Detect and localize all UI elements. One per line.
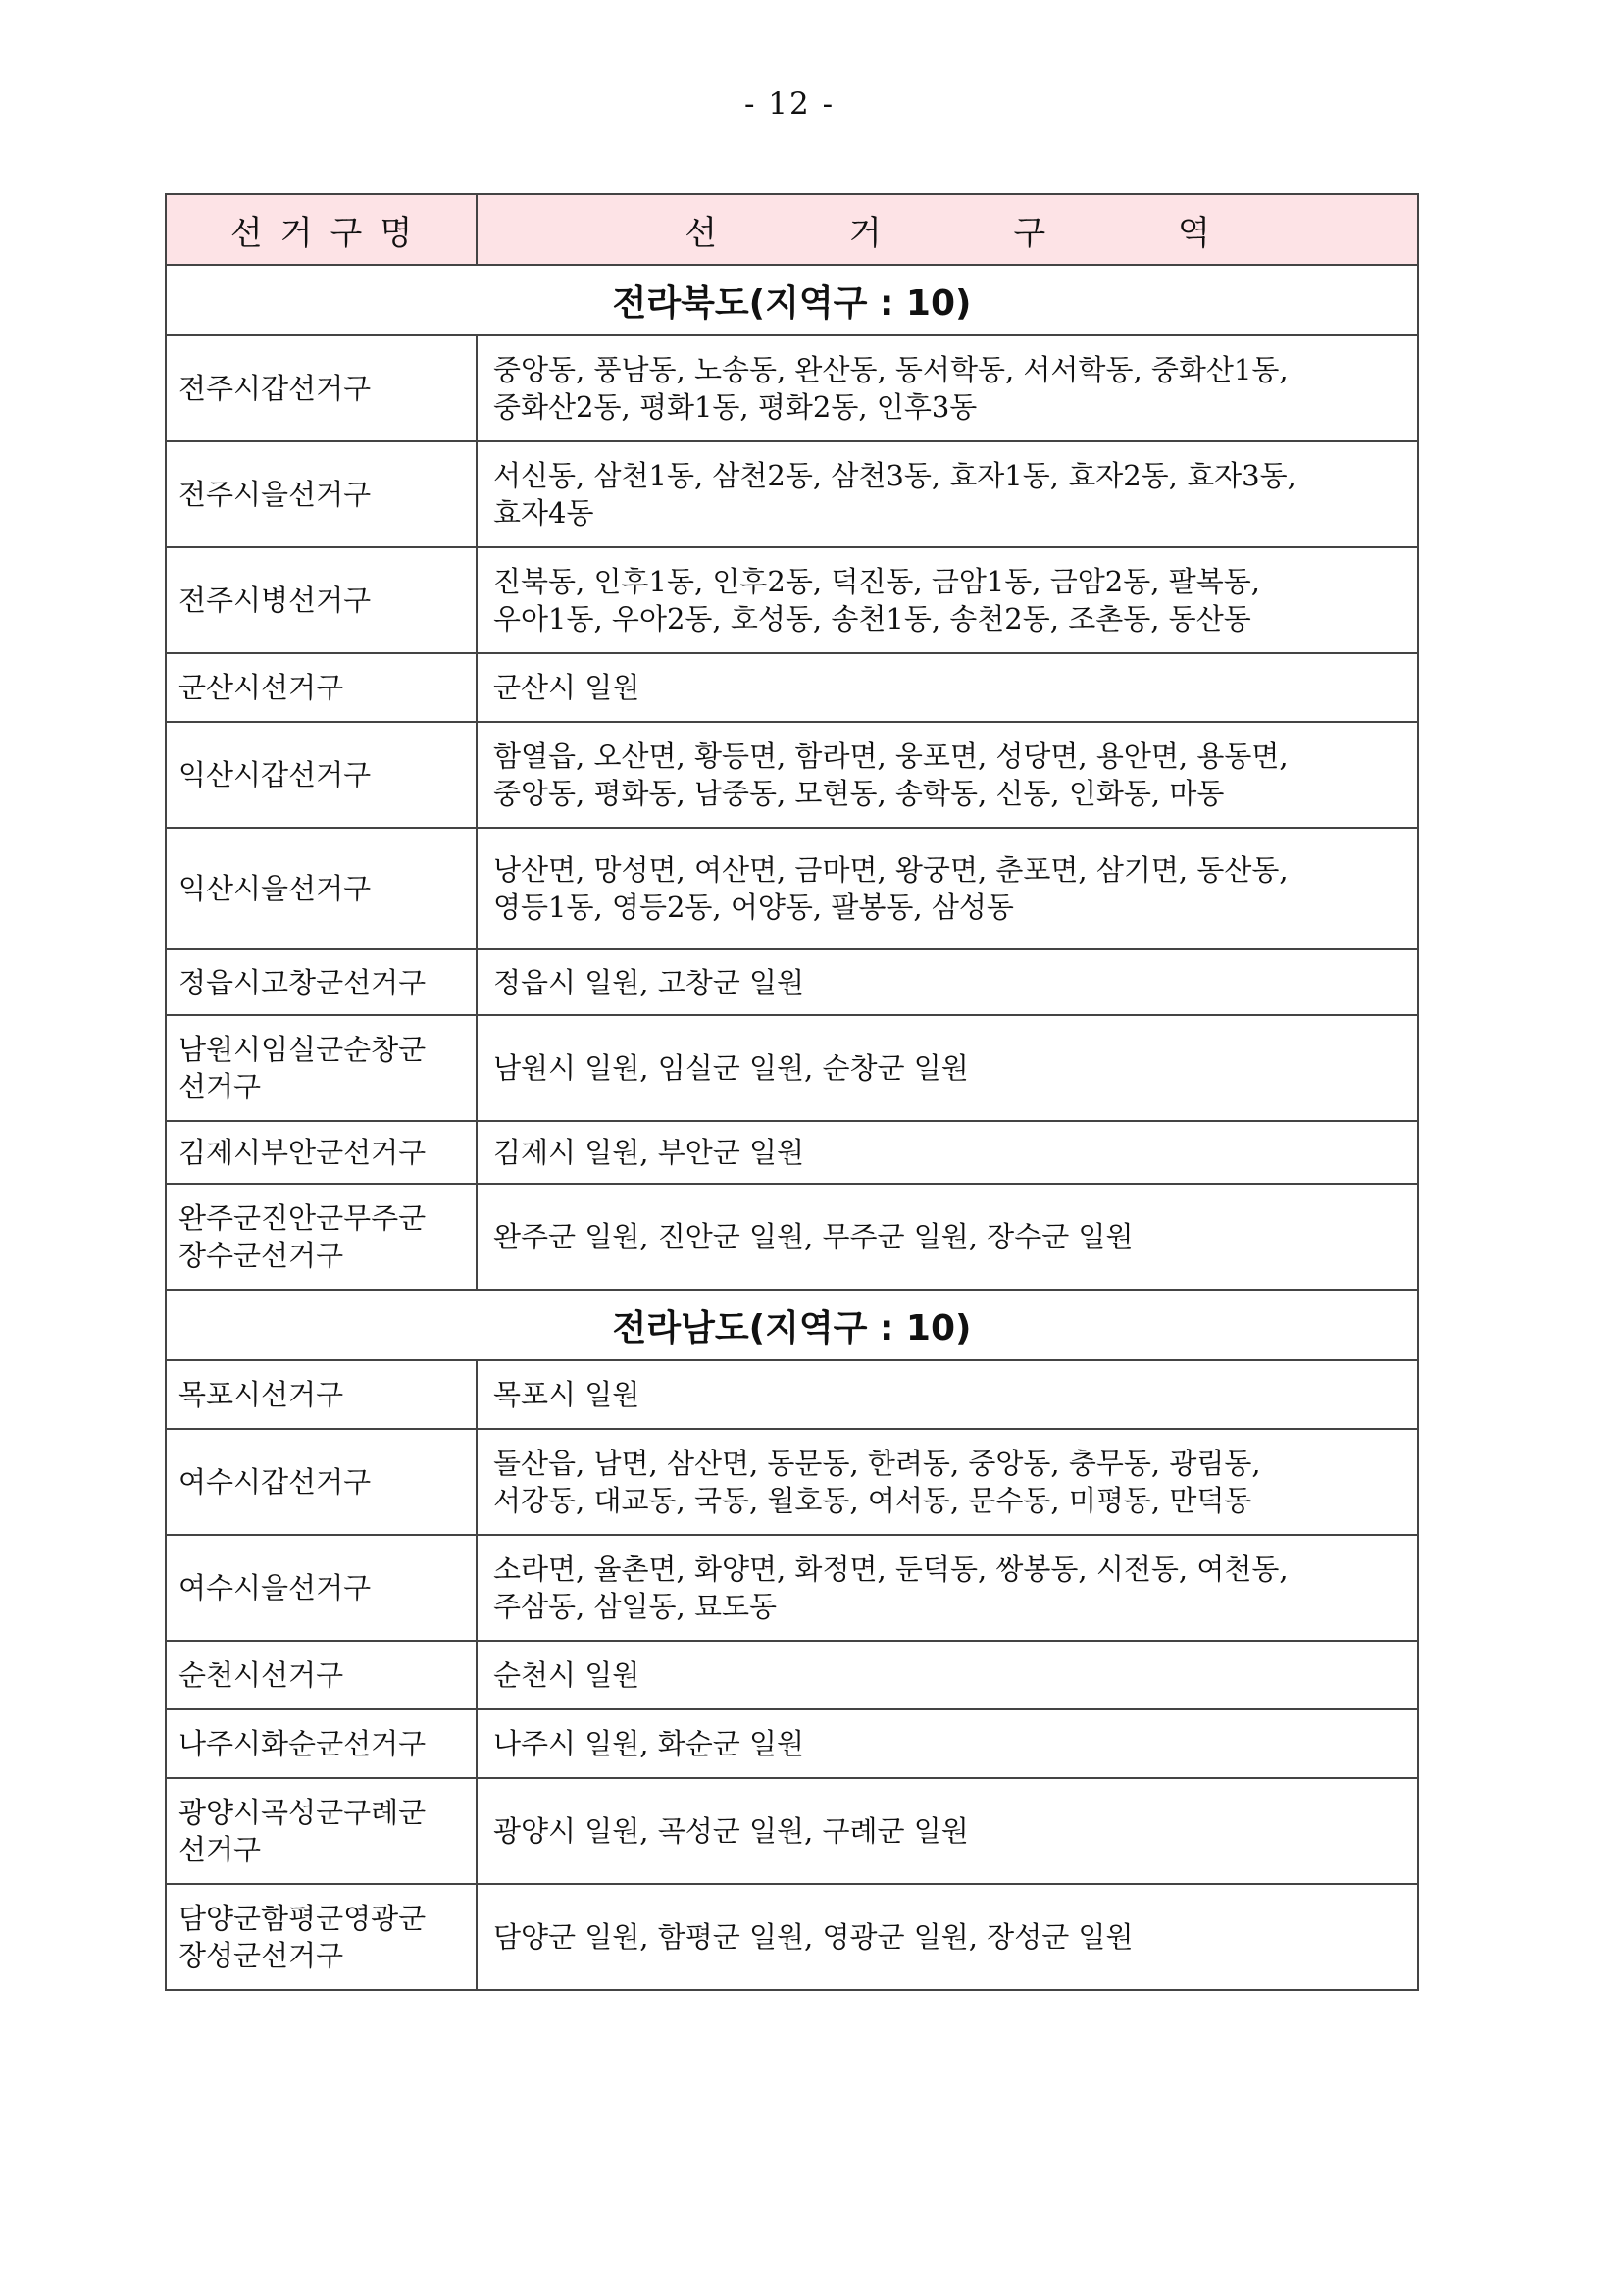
district-name-cell	[166, 1360, 477, 1429]
district-area-cell: 광양시 일원, 곡성군 일원, 구례군 일원	[477, 1778, 1418, 1884]
province-title: 전라북도(지역구 : 10)	[166, 265, 1418, 335]
page-number: - 12 -	[743, 86, 836, 122]
table-header-row	[166, 194, 1418, 265]
district-name-cell	[166, 722, 477, 828]
district-area-cell: 함열읍, 오산면, 황등면, 함라면, 웅포면, 성당면, 용안면, 용동면, 중앙동, 평화동, 남중동, 모현동, 송학동, 신동, 인화동, 마동	[477, 722, 1418, 828]
district-area-cell: 군산시 일원	[477, 653, 1418, 722]
district-name-cell	[166, 653, 477, 722]
district-name-cell	[166, 1778, 477, 1884]
table-row	[166, 441, 1418, 547]
district-name-line: 전주시병선거구	[178, 584, 372, 617]
table-row	[166, 1184, 1418, 1290]
district-name-cell	[166, 949, 477, 1015]
district-name-cell	[166, 1015, 477, 1121]
district-area-cell: 서신동, 삼천1동, 삼천2동, 삼천3동, 효자1동, 효자2동, 효자3동, 효자4동	[477, 441, 1418, 547]
district-name-cell	[166, 335, 477, 441]
district-name-line: 김제시부안군선거구	[178, 1136, 427, 1169]
district-name-line: 여수시갑선거구	[178, 1465, 372, 1499]
district-name-cell	[166, 1535, 477, 1641]
district-area-cell: 담양군 일원, 함평군 일원, 영광군 일원, 장성군 일원	[477, 1884, 1418, 1990]
district-name-line: 군산시선거구	[178, 671, 344, 704]
district-area-cell: 김제시 일원, 부안군 일원	[477, 1121, 1418, 1184]
district-area-cell: 소라면, 율촌면, 화양면, 화정면, 둔덕동, 쌍봉동, 시전동, 여천동, 주삼동, 삼일동, 묘도동	[477, 1535, 1418, 1641]
district-area-cell: 정읍시 일원, 고창군 일원	[477, 949, 1418, 1015]
district-name-cell	[166, 1641, 477, 1709]
table-row	[166, 1121, 1418, 1184]
district-name-line: 장성군선거구	[178, 1939, 344, 1972]
province-row	[166, 1290, 1418, 1360]
table-row	[166, 1429, 1418, 1535]
district-name-line: 전주시갑선거구	[178, 372, 372, 405]
district-name-line: 정읍시고창군선거구	[178, 965, 427, 999]
district-name-line: 여수시을선거구	[178, 1571, 372, 1604]
table-row	[166, 653, 1418, 722]
district-name-cell	[166, 1709, 477, 1778]
district-name-cell	[166, 1884, 477, 1990]
table-row	[166, 1360, 1418, 1429]
table-row	[166, 1641, 1418, 1709]
table-row	[166, 1778, 1418, 1884]
district-name-line: 선거구	[178, 1070, 262, 1103]
district-name-line: 순천시선거구	[178, 1658, 344, 1692]
table-row	[166, 828, 1418, 949]
district-name-cell	[166, 1184, 477, 1290]
table-row	[166, 335, 1418, 441]
district-name-line: 선거구	[178, 1833, 262, 1866]
district-area-cell: 낭산면, 망성면, 여산면, 금마면, 왕궁면, 춘포면, 삼기면, 동산동, 영등1동, 영등2동, 어양동, 팔봉동, 삼성동	[477, 828, 1418, 949]
district-name-line: 나주시화순군선거구	[178, 1727, 427, 1760]
province-row	[166, 265, 1418, 335]
district-name-line: 광양시곡성군구례군	[178, 1796, 427, 1829]
district-table	[165, 193, 1419, 1991]
district-name-line: 목포시선거구	[178, 1378, 344, 1411]
district-name-line: 완주군진안군무주군	[178, 1201, 427, 1235]
column-header-name-text: 선거구명	[229, 213, 431, 253]
table-body	[166, 265, 1418, 1990]
table-row	[166, 949, 1418, 1015]
district-name-cell	[166, 441, 477, 547]
district-area-cell: 나주시 일원, 화순군 일원	[477, 1709, 1418, 1778]
district-name-cell	[166, 1429, 477, 1535]
table-row	[166, 1535, 1418, 1641]
district-name-line: 장수군선거구	[178, 1239, 344, 1272]
district-area-cell: 진북동, 인후1동, 인후2동, 덕진동, 금암1동, 금암2동, 팔복동, 우아1동, 우아2동, 호성동, 송천1동, 송천2동, 조촌동, 동산동	[477, 547, 1418, 653]
district-name-line: 익산시갑선거구	[178, 758, 372, 791]
district-area-cell: 완주군 일원, 진안군 일원, 무주군 일원, 장수군 일원	[477, 1184, 1418, 1290]
district-name-line: 전주시을선거구	[178, 478, 372, 511]
province-title: 전라남도(지역구 : 10)	[166, 1290, 1418, 1360]
district-name-line: 남원시임실군순창군	[178, 1033, 427, 1066]
table-row	[166, 1884, 1418, 1990]
district-area-cell: 목포시 일원	[477, 1360, 1418, 1429]
district-name-cell	[166, 1121, 477, 1184]
table-row	[166, 1709, 1418, 1778]
district-name-cell	[166, 547, 477, 653]
table-row	[166, 722, 1418, 828]
table-row	[166, 1015, 1418, 1121]
column-header-name	[166, 194, 477, 265]
column-header-area-text: 선 거 구 역	[685, 213, 1271, 253]
table-row	[166, 547, 1418, 653]
district-name-line: 담양군함평군영광군	[178, 1902, 427, 1935]
district-area-cell: 돌산읍, 남면, 삼산면, 동문동, 한려동, 중앙동, 충무동, 광림동, 서강동, 대교동, 국동, 월호동, 여서동, 문수동, 미평동, 만덕동	[477, 1429, 1418, 1535]
district-area-cell: 중앙동, 풍남동, 노송동, 완산동, 동서학동, 서서학동, 중화산1동, 중화산2동, 평화1동, 평화2동, 인후3동	[477, 335, 1418, 441]
district-area-cell: 남원시 일원, 임실군 일원, 순창군 일원	[477, 1015, 1418, 1121]
district-area-cell: 순천시 일원	[477, 1641, 1418, 1709]
column-header-area	[477, 194, 1418, 265]
district-name-cell	[166, 828, 477, 949]
district-name-line: 익산시을선거구	[178, 872, 372, 905]
